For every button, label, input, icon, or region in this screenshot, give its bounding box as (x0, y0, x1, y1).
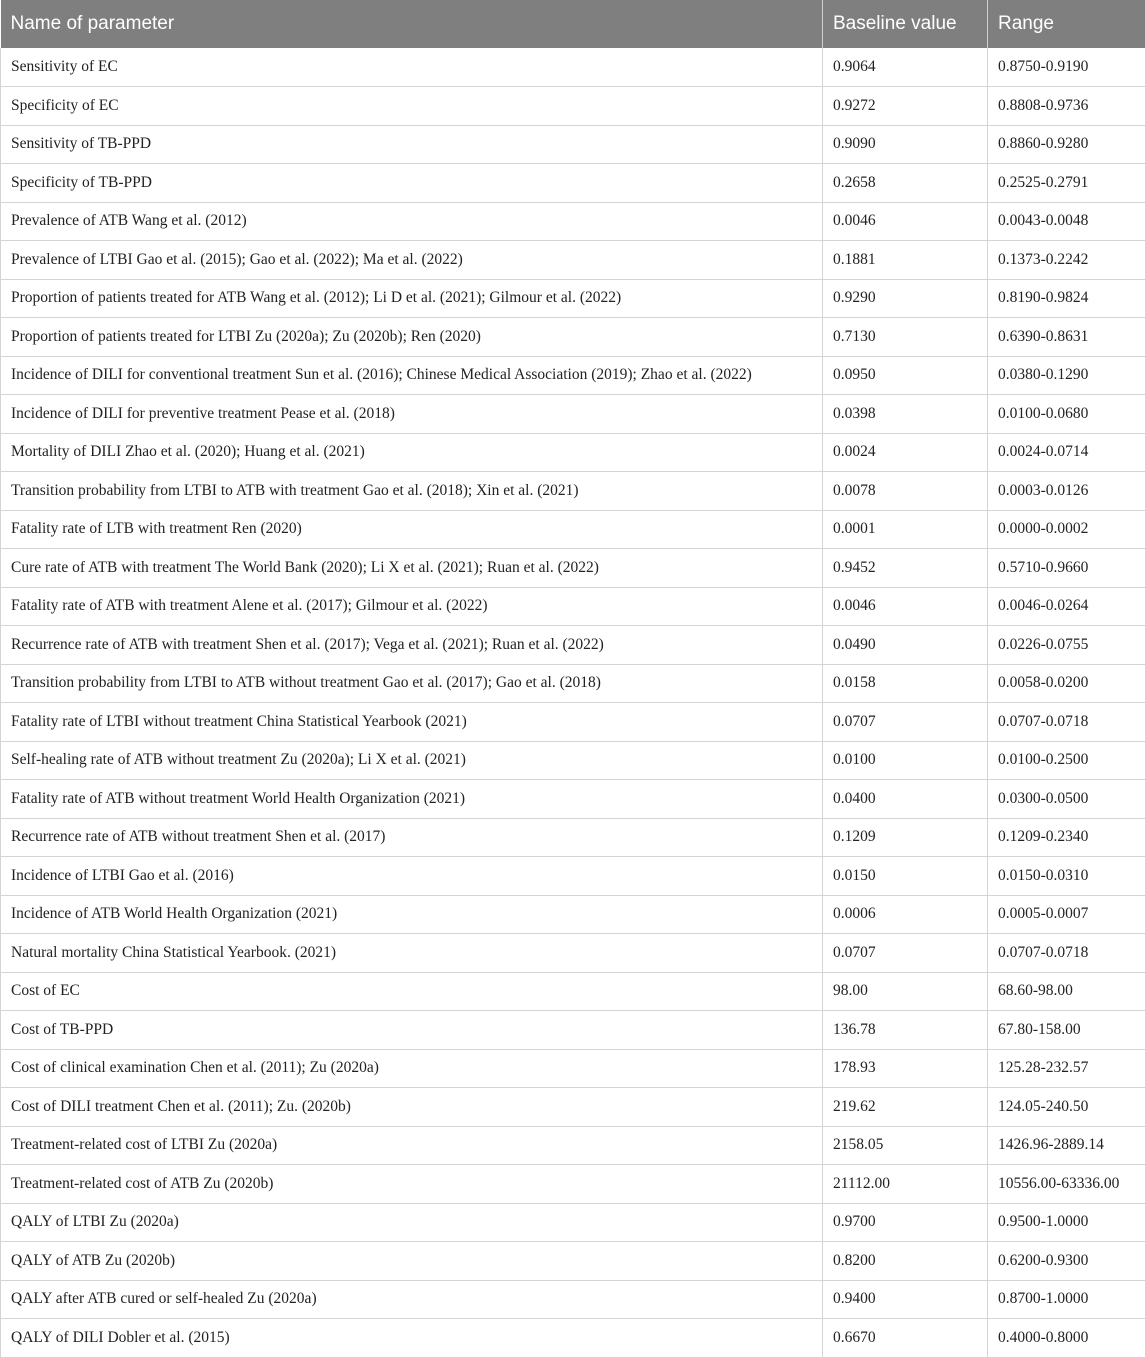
baseline-value-cell: 0.9064 (823, 48, 988, 87)
range-cell: 0.8860-0.9280 (988, 125, 1145, 164)
parameter-name-cell: Proportion of patients treated for LTBI Zu (2020a); Zu (2020b); Ren (2020) (1, 318, 823, 357)
range-cell: 0.8700-1.0000 (988, 1280, 1145, 1319)
baseline-value-cell: 0.1881 (823, 241, 988, 280)
baseline-value-cell: 0.9452 (823, 549, 988, 588)
baseline-value-cell: 0.8200 (823, 1242, 988, 1281)
range-cell: 0.5710-0.9660 (988, 549, 1145, 588)
baseline-value-cell: 0.0707 (823, 703, 988, 742)
baseline-value-cell: 98.00 (823, 972, 988, 1011)
range-cell: 125.28-232.57 (988, 1049, 1145, 1088)
table-row (1, 895, 1145, 934)
baseline-value-cell: 136.78 (823, 1011, 988, 1050)
baseline-value-cell: 0.0046 (823, 587, 988, 626)
baseline-value-cell: 0.0001 (823, 510, 988, 549)
baseline-value-cell: 0.1209 (823, 818, 988, 857)
parameter-name-cell: Incidence of LTBI Gao et al. (2016) (1, 857, 823, 896)
range-cell: 124.05-240.50 (988, 1088, 1145, 1127)
table-row (1, 433, 1145, 472)
parameter-name-cell: Treatment-related cost of ATB Zu (2020b) (1, 1165, 823, 1204)
table-row (1, 1049, 1145, 1088)
table-row (1, 1088, 1145, 1127)
parameter-name-cell: Mortality of DILI Zhao et al. (2020); Huang et al. (2021) (1, 433, 823, 472)
range-cell: 0.8750-0.9190 (988, 48, 1145, 87)
range-cell: 0.8808-0.9736 (988, 87, 1145, 126)
parameter-name-cell: Proportion of patients treated for ATB Wang et al. (2012); Li D et al. (2021); Gilmour et al. (2022) (1, 279, 823, 318)
range-cell: 0.0024-0.0714 (988, 433, 1145, 472)
parameter-name-cell: QALY after ATB cured or self-healed Zu (2020a) (1, 1280, 823, 1319)
parameter-name-cell: Transition probability from LTBI to ATB without treatment Gao et al. (2017); Gao et al. (2018) (1, 664, 823, 703)
parameter-name-cell: Transition probability from LTBI to ATB with treatment Gao et al. (2018); Xin et al. (2021) (1, 472, 823, 511)
table-row (1, 1165, 1145, 1204)
parameter-name-cell: Cost of DILI treatment Chen et al. (2011); Zu. (2020b) (1, 1088, 823, 1127)
range-cell: 0.6390-0.8631 (988, 318, 1145, 357)
header-baseline-value: Baseline value (823, 0, 988, 48)
table-row (1, 1126, 1145, 1165)
range-cell: 0.0058-0.0200 (988, 664, 1145, 703)
baseline-value-cell: 0.0490 (823, 626, 988, 665)
baseline-value-cell: 0.9090 (823, 125, 988, 164)
table-row (1, 241, 1145, 280)
parameter-name-cell: Prevalence of LTBI Gao et al. (2015); Gao et al. (2022); Ma et al. (2022) (1, 241, 823, 280)
table-row (1, 279, 1145, 318)
baseline-value-cell: 0.2658 (823, 164, 988, 203)
baseline-value-cell: 2158.05 (823, 1126, 988, 1165)
baseline-value-cell: 0.9290 (823, 279, 988, 318)
range-cell: 0.1373-0.2242 (988, 241, 1145, 280)
baseline-value-cell: 219.62 (823, 1088, 988, 1127)
range-cell: 0.0100-0.2500 (988, 741, 1145, 780)
parameter-name-cell: Sensitivity of TB-PPD (1, 125, 823, 164)
baseline-value-cell: 0.9400 (823, 1280, 988, 1319)
parameter-name-cell: QALY of DILI Dobler et al. (2015) (1, 1319, 823, 1358)
parameter-name-cell: Natural mortality China Statistical Yearbook. (2021) (1, 934, 823, 973)
parameter-name-cell: Prevalence of ATB Wang et al. (2012) (1, 202, 823, 241)
baseline-value-cell: 0.0078 (823, 472, 988, 511)
range-cell: 0.0000-0.0002 (988, 510, 1145, 549)
header-row (1, 0, 1145, 48)
range-cell: 0.0005-0.0007 (988, 895, 1145, 934)
table-row (1, 87, 1145, 126)
parameter-name-cell: Incidence of DILI for preventive treatment Pease et al. (2018) (1, 395, 823, 434)
baseline-value-cell: 0.0100 (823, 741, 988, 780)
table-row (1, 741, 1145, 780)
table-row (1, 472, 1145, 511)
table-row (1, 318, 1145, 357)
table-row (1, 125, 1145, 164)
range-cell: 1426.96-2889.14 (988, 1126, 1145, 1165)
parameter-name-cell: Incidence of DILI for conventional treatment Sun et al. (2016); Chinese Medical Association (2019); Zhao et al. (2022) (1, 356, 823, 395)
parameter-name-cell: Sensitivity of EC (1, 48, 823, 87)
range-cell: 68.60-98.00 (988, 972, 1145, 1011)
range-cell: 0.0380-0.1290 (988, 356, 1145, 395)
baseline-value-cell: 0.0398 (823, 395, 988, 434)
table-row (1, 818, 1145, 857)
parameter-name-cell: Recurrence rate of ATB without treatment Shen et al. (2017) (1, 818, 823, 857)
table-row (1, 549, 1145, 588)
range-cell: 0.1209-0.2340 (988, 818, 1145, 857)
baseline-value-cell: 0.0046 (823, 202, 988, 241)
range-cell: 0.0707-0.0718 (988, 703, 1145, 742)
table-row (1, 1203, 1145, 1242)
range-cell: 67.80-158.00 (988, 1011, 1145, 1050)
range-cell: 0.0046-0.0264 (988, 587, 1145, 626)
header-range: Range (988, 0, 1145, 48)
table-body (1, 48, 1145, 1357)
table-row (1, 1011, 1145, 1050)
range-cell: 0.0300-0.0500 (988, 780, 1145, 819)
baseline-value-cell: 178.93 (823, 1049, 988, 1088)
baseline-value-cell: 0.0006 (823, 895, 988, 934)
baseline-value-cell: 0.9700 (823, 1203, 988, 1242)
table-row (1, 857, 1145, 896)
range-cell: 0.0707-0.0718 (988, 934, 1145, 973)
range-cell: 10556.00-63336.00 (988, 1165, 1145, 1204)
table-row (1, 1242, 1145, 1281)
table-row (1, 626, 1145, 665)
range-cell: 0.0043-0.0048 (988, 202, 1145, 241)
baseline-value-cell: 0.0707 (823, 934, 988, 973)
parameter-name-cell: Incidence of ATB World Health Organization (2021) (1, 895, 823, 934)
parameter-name-cell: Fatality rate of ATB without treatment World Health Organization (2021) (1, 780, 823, 819)
range-cell: 0.8190-0.9824 (988, 279, 1145, 318)
range-cell: 0.4000-0.8000 (988, 1319, 1145, 1358)
table-row (1, 780, 1145, 819)
parameter-name-cell: Self-healing rate of ATB without treatment Zu (2020a); Li X et al. (2021) (1, 741, 823, 780)
parameter-name-cell: Treatment-related cost of LTBI Zu (2020a) (1, 1126, 823, 1165)
parameter-name-cell: Cost of clinical examination Chen et al. (2011); Zu (2020a) (1, 1049, 823, 1088)
table-row (1, 356, 1145, 395)
baseline-value-cell: 0.0150 (823, 857, 988, 896)
table-row (1, 510, 1145, 549)
table-row (1, 1319, 1145, 1358)
baseline-value-cell: 0.7130 (823, 318, 988, 357)
baseline-value-cell: 0.9272 (823, 87, 988, 126)
table-row (1, 164, 1145, 203)
parameter-name-cell: Fatality rate of ATB with treatment Alene et al. (2017); Gilmour et al. (2022) (1, 587, 823, 626)
table-row (1, 395, 1145, 434)
table-row (1, 202, 1145, 241)
baseline-value-cell: 0.0024 (823, 433, 988, 472)
parameter-name-cell: Fatality rate of LTBI without treatment China Statistical Yearbook (2021) (1, 703, 823, 742)
range-cell: 0.0100-0.0680 (988, 395, 1145, 434)
table-row (1, 664, 1145, 703)
baseline-value-cell: 0.6670 (823, 1319, 988, 1358)
table-row (1, 587, 1145, 626)
parameter-name-cell: QALY of ATB Zu (2020b) (1, 1242, 823, 1281)
parameter-name-cell: Cost of EC (1, 972, 823, 1011)
baseline-value-cell: 21112.00 (823, 1165, 988, 1204)
parameter-name-cell: Recurrence rate of ATB with treatment Shen et al. (2017); Vega et al. (2021); Ruan et al. (2022) (1, 626, 823, 665)
parameter-name-cell: QALY of LTBI Zu (2020a) (1, 1203, 823, 1242)
header-name-of-parameter: Name of parameter (1, 0, 823, 48)
range-cell: 0.6200-0.9300 (988, 1242, 1145, 1281)
range-cell: 0.0226-0.0755 (988, 626, 1145, 665)
parameter-name-cell: Fatality rate of LTB with treatment Ren (2020) (1, 510, 823, 549)
baseline-value-cell: 0.0158 (823, 664, 988, 703)
parameter-name-cell: Specificity of TB-PPD (1, 164, 823, 203)
table-row (1, 48, 1145, 87)
table-row (1, 972, 1145, 1011)
range-cell: 0.0003-0.0126 (988, 472, 1145, 511)
parameter-name-cell: Cost of TB-PPD (1, 1011, 823, 1050)
table-row (1, 934, 1145, 973)
table-row (1, 1280, 1145, 1319)
table-row (1, 703, 1145, 742)
baseline-value-cell: 0.0950 (823, 356, 988, 395)
range-cell: 0.9500-1.0000 (988, 1203, 1145, 1242)
range-cell: 0.0150-0.0310 (988, 857, 1145, 896)
range-cell: 0.2525-0.2791 (988, 164, 1145, 203)
baseline-value-cell: 0.0400 (823, 780, 988, 819)
parameter-name-cell: Cure rate of ATB with treatment The World Bank (2020); Li X et al. (2021); Ruan et al. (2022) (1, 549, 823, 588)
table-header (1, 0, 1145, 48)
parameter-name-cell: Specificity of EC (1, 87, 823, 126)
